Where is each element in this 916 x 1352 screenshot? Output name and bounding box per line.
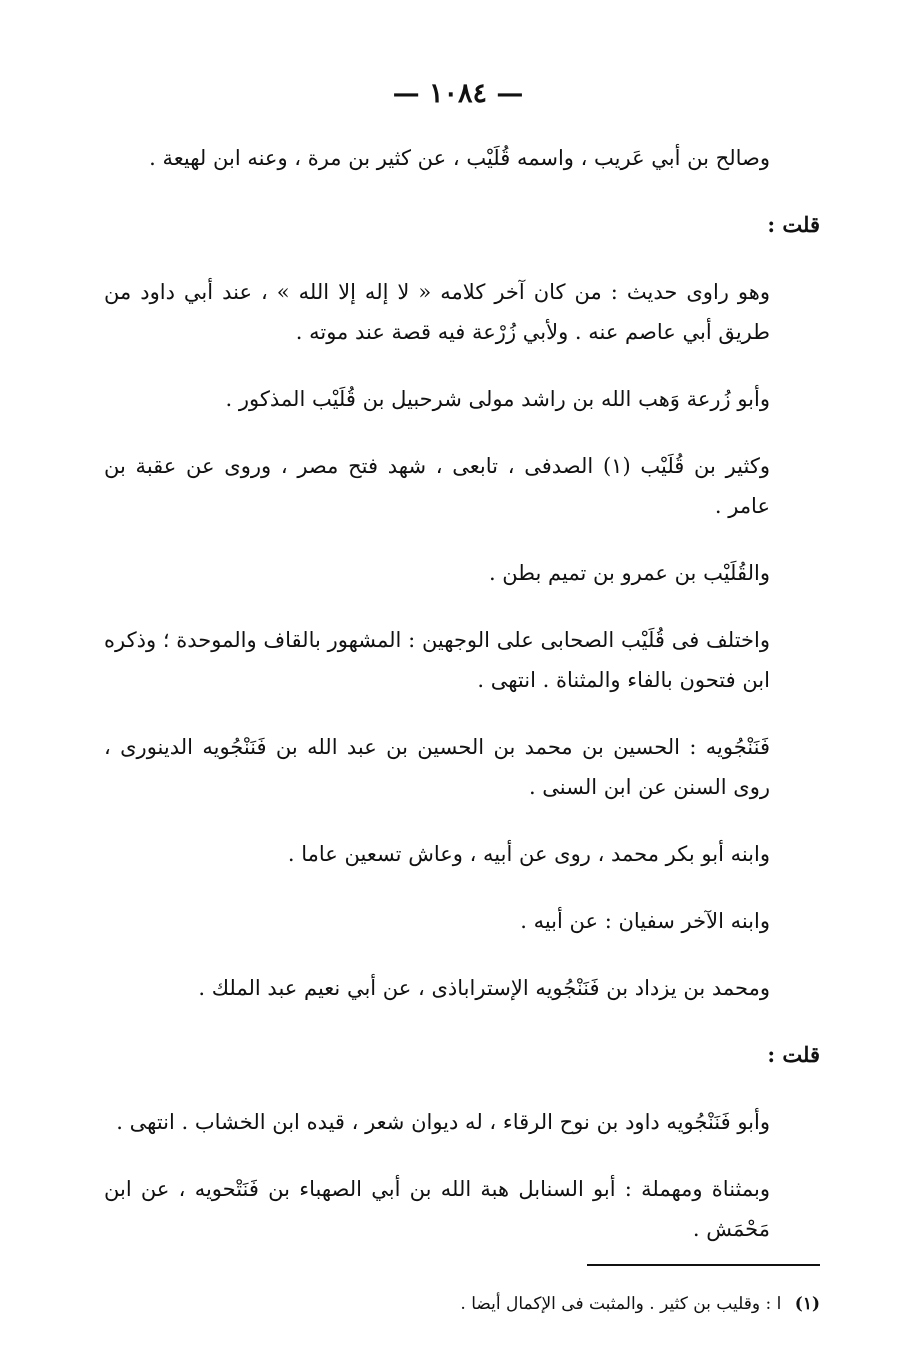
paragraph-abu-zura: وأبو زُرعة وَهب الله بن راشد مولى شرحبيل بن قُلَيْب المذكور . [225, 387, 770, 411]
paragraph-muhammad-yazdad: ومحمد بن يزداد بن فَنَنْجُويه الإستراباذى ، عن أبي نعيم عبد الملك . [198, 976, 770, 1000]
paragraph-qulayb-tribe: والقُلَيْب بن عمرو بن تميم بطن . [488, 561, 770, 585]
paragraph-kathir: وكثير بن قُلَيْب (١) الصدفى ، تابعى ، شهد فتح مصر ، وروى عن عقبة بن عامر . [104, 454, 770, 518]
paragraph-dawud: وأبو فَنَنْجُويه داود بن نوح الرقاء ، له ديوان شعر ، قيده ابن الخشاب . انتهى . [116, 1110, 770, 1134]
footnote [104, 1290, 820, 1318]
main-text [104, 138, 820, 1276]
footnote-text: ا : وقليب بن كثير . والمثبت فى الإكمال أيضا . [460, 1294, 782, 1314]
paragraph-abu-bakr: وابنه أبو بكر محمد ، روى عن أبيه ، وعاش تسعين عاما . [287, 842, 770, 866]
paragraph-salih: وصالح بن أبي عَريب ، واسمه قُلَيْب ، عن كثير بن مرة ، وعنه ابن لهيعة . [149, 146, 770, 170]
paragraph-disagreement: واختلف فى قُلَيْب الصحابى على الوجهين : المشهور بالقاف والموحدة ؛ وذكره ابن فتحون بالفاء والمثناة . انتهى . [104, 628, 770, 692]
paragraph-hadith-narrator: وهو راوى حديث : من كان آخر كلامه « لا إله إلا الله » ، عند أبي داود من طريق أبي عاصم عنه . ولأبي زُرْعة فيه قصة عند موته . [104, 280, 770, 344]
paragraph-abu-sanabil: وبمثناة ومهملة : أبو السنابل هبة الله بن أبي الصهباء بن فَنَتْحويه ، عن ابن مَحْمَش . [104, 1177, 770, 1241]
paragraph-sufyan: وابنه الآخر سفيان : عن أبيه . [520, 909, 770, 933]
heading-qultu-1: قلت : [767, 212, 820, 237]
page-number: — ١٠٨٤ — [392, 78, 524, 109]
footnote-marker: (١) [794, 1294, 820, 1314]
heading-qultu-2: قلت : [767, 1042, 820, 1067]
footnote-divider [587, 1264, 820, 1266]
paragraph-fananjuwayh: فَنَنْجُويه : الحسين بن محمد بن الحسين بن عبد الله بن فَنَنْجُويه الدينورى ، روى السنن عن ابن السنى . [104, 735, 770, 799]
